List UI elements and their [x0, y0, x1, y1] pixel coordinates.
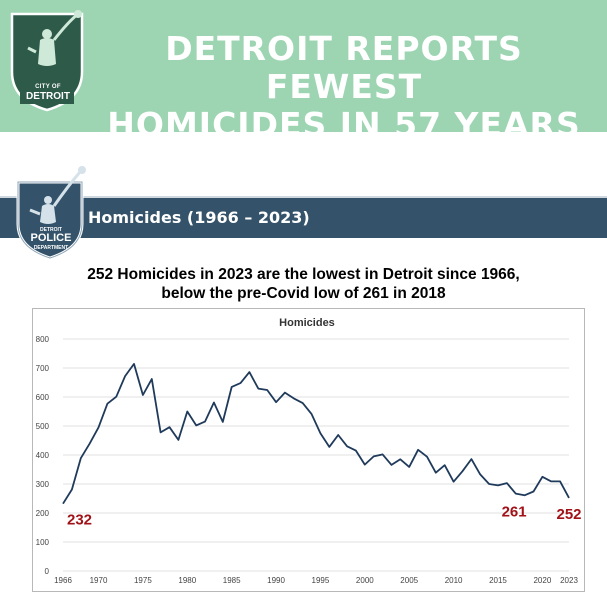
chart-title: Homicides [279, 317, 335, 329]
y-tick-label: 600 [35, 393, 49, 402]
x-tick-label: 1985 [222, 576, 241, 585]
data-label-2018: 261 [501, 503, 527, 521]
chart-headline [0, 265, 607, 303]
x-tick-label: 1990 [267, 576, 285, 585]
y-tick-label: 400 [35, 451, 49, 460]
y-tick-label: 0 [44, 567, 49, 576]
logo-text-top: CITY OF [35, 84, 61, 90]
police-logo-text-main: POLICE [30, 232, 72, 244]
y-tick-label: 700 [35, 364, 49, 373]
x-tick-label: 1995 [311, 576, 330, 585]
police-logo-text-bottom: DEPARTMENT [33, 245, 69, 251]
x-tick-label: 1980 [178, 576, 197, 585]
title-line-2: HOMICIDES IN 57 YEARS [107, 105, 581, 144]
x-tick-label: 2020 [533, 576, 552, 585]
section-title: Homicides (1966 – 2023) [88, 208, 310, 227]
title-line-1: DETROIT REPORTS FEWEST [165, 29, 523, 106]
x-tick-label: 2015 [489, 576, 507, 585]
police-logo-text-top: DETROIT [40, 227, 62, 233]
page-title [88, 30, 600, 144]
x-tick-label: 2000 [355, 576, 374, 585]
homicides-line-chart [33, 309, 584, 591]
data-label-2023: 252 [556, 505, 582, 523]
y-tick-label: 500 [35, 422, 49, 431]
x-tick-label: 2005 [400, 576, 419, 585]
x-tick-label: 1970 [89, 576, 108, 585]
series-line-homicides [63, 364, 569, 504]
x-tick-label: 2010 [444, 576, 463, 585]
y-tick-label: 300 [35, 480, 49, 489]
y-tick-label: 800 [35, 335, 49, 344]
y-tick-label: 100 [35, 538, 49, 547]
headline-line-1: 252 Homicides in 2023 are the lowest in Detroit since 1966, [87, 266, 520, 283]
city-of-detroit-logo [6, 8, 88, 112]
x-tick-label: 1975 [133, 576, 152, 585]
x-tick-label: 2023 [560, 576, 578, 585]
chart-frame [32, 308, 585, 592]
headline-line-2: below the pre-Covid low of 261 in 2018 [161, 285, 446, 302]
y-tick-label: 200 [35, 509, 49, 518]
logo-text-main: DETROIT [26, 91, 70, 102]
data-label-1966: 232 [67, 511, 93, 529]
x-tick-label: 1966 [54, 576, 72, 585]
